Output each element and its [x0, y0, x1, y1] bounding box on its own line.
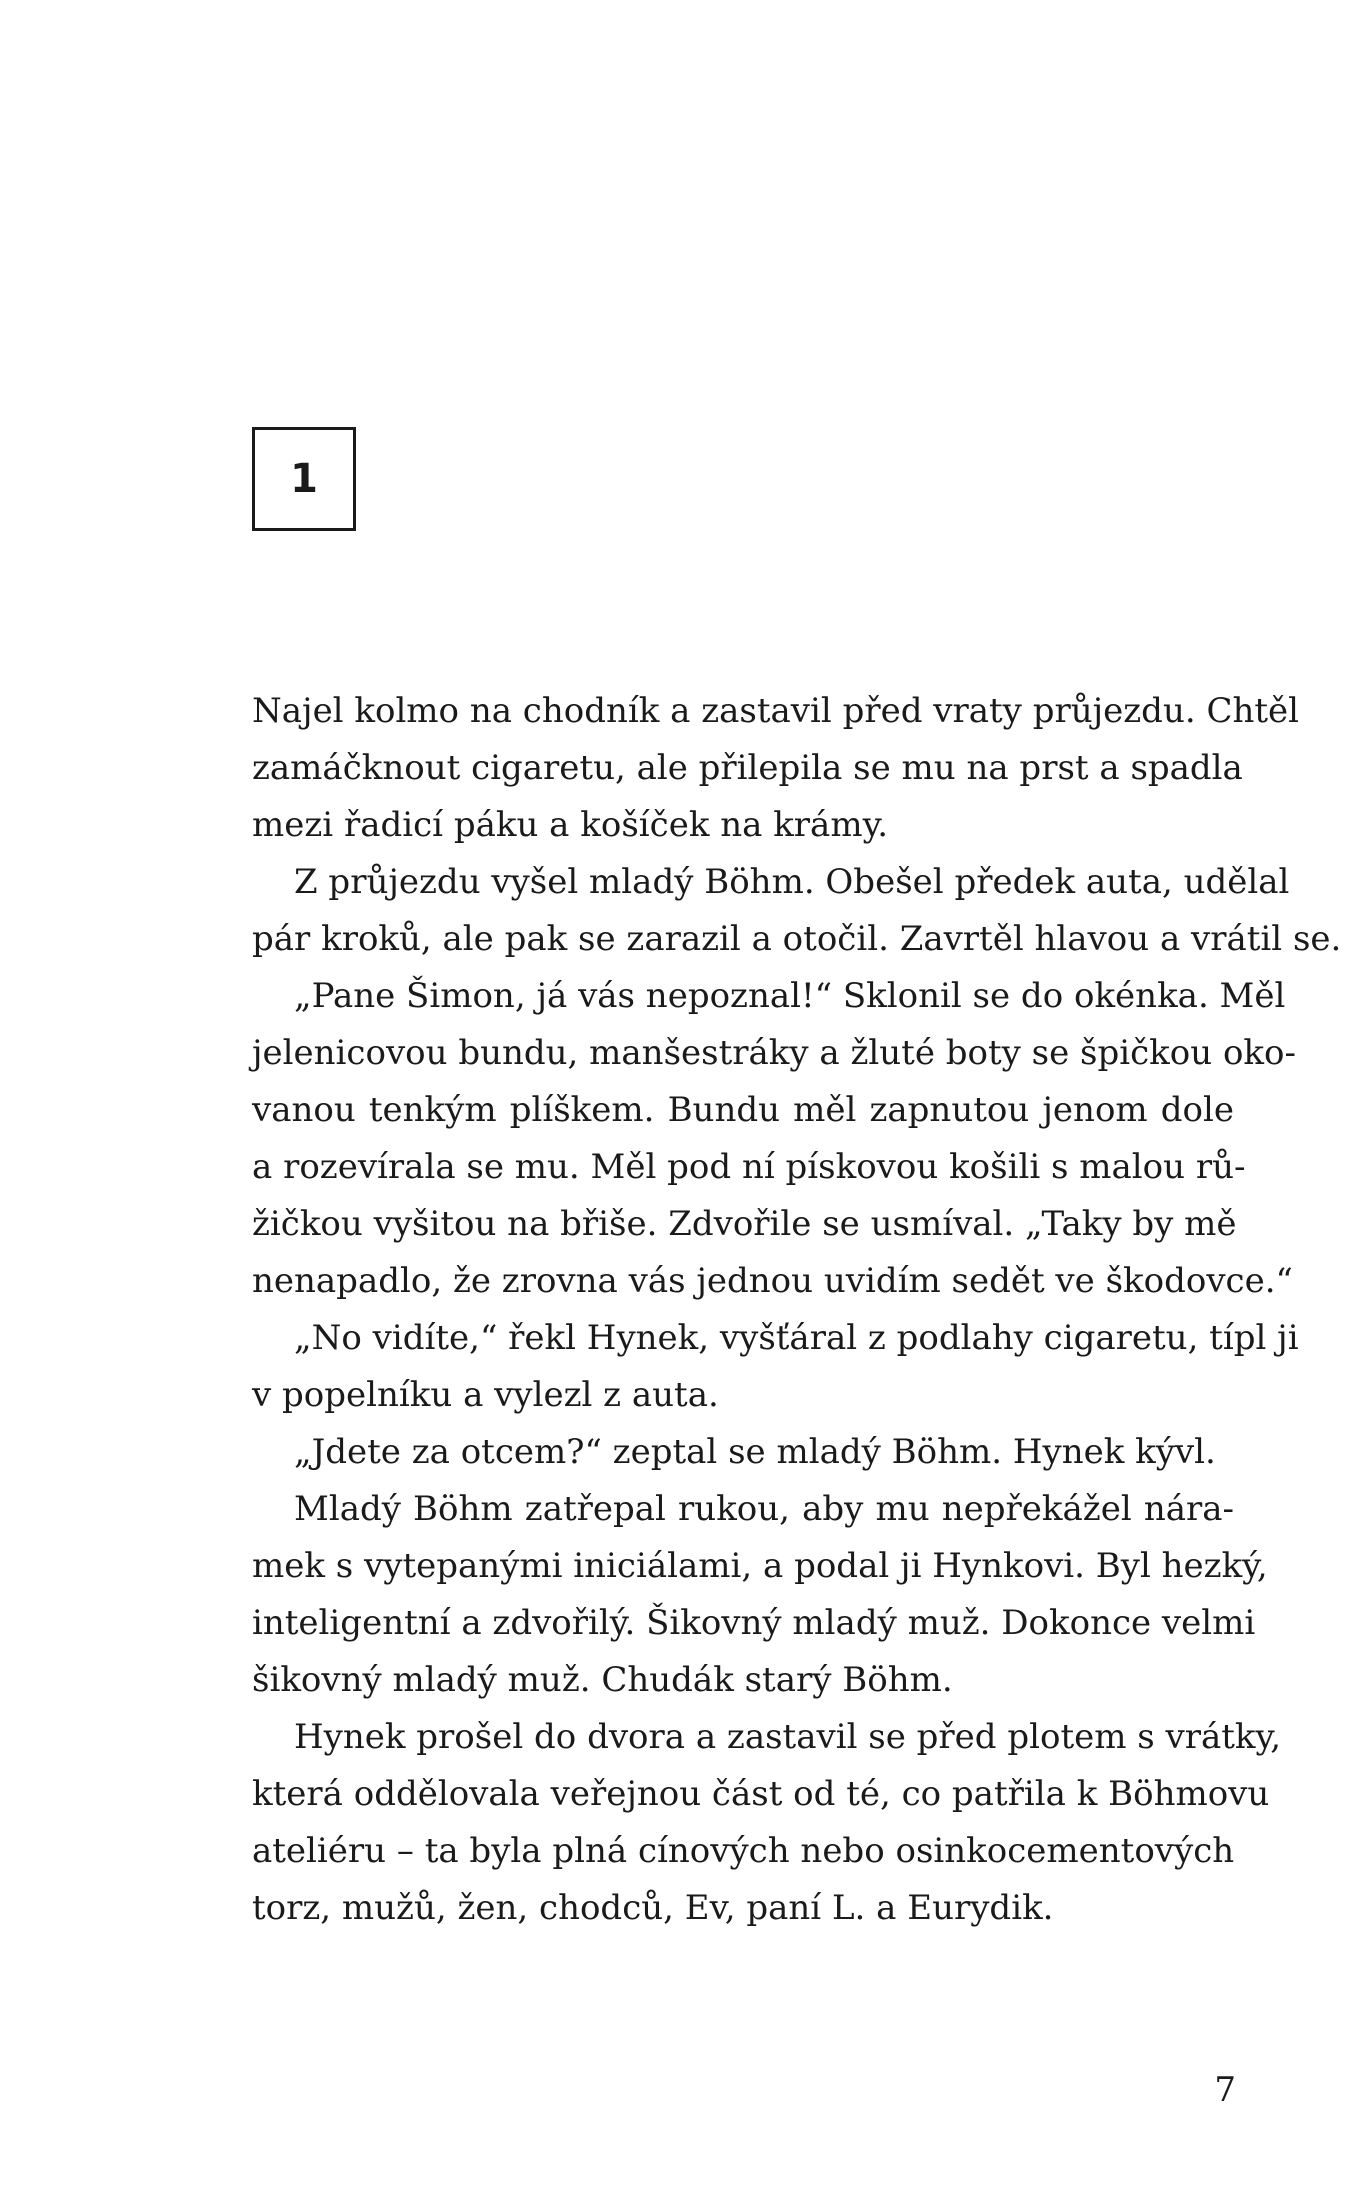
- text-line: Hynek prošel do dvora a zastavil se před plotem s vrátky,: [294, 1717, 1282, 1757]
- text-line: mezi řadicí páku a košíček na krámy.: [252, 805, 889, 845]
- text-line: inteligentní a zdvořilý. Šikovný mladý muž. Dokonce velmi: [252, 1603, 1256, 1643]
- text-line: „Jdete za otcem?“ zeptal se mladý Böhm. Hynek kývl.: [294, 1432, 1216, 1472]
- text-line: a rozevírala se mu. Měl pod ní pískovou košili s malou rů-: [252, 1147, 1246, 1187]
- text-line: torz, mužů, žen, chodců, Ev, paní L. a Eurydik.: [252, 1888, 1054, 1928]
- text-line: nenapadlo, že zrovna vás jednou uvidím sedět ve škodovce.“: [252, 1261, 1293, 1301]
- chapter-number-box: [252, 427, 356, 531]
- text-line: ateliéru – ta byla plná cínových nebo osinkocementových: [252, 1831, 1235, 1871]
- text-line: zamáčknout cigaretu, ale přilepila se mu na prst a spadla: [252, 748, 1243, 788]
- text-line: „Pane Šimon, já vás nepoznal!“ Sklonil se do okénka. Měl: [294, 976, 1286, 1016]
- body-text: [252, 683, 1342, 1937]
- text-line: jelenicovou bundu, manšestráky a žluté boty se špičkou oko-: [252, 1033, 1296, 1073]
- text-line: Mladý Böhm zatřepal rukou, aby mu nepřekážel nára-: [294, 1489, 1234, 1529]
- text-line: Z průjezdu vyšel mladý Böhm. Obešel předek auta, udělal: [294, 862, 1290, 902]
- chapter-number: 1: [290, 456, 318, 502]
- text-line: pár kroků, ale pak se zarazil a otočil. Zavrtěl hlavou a vrátil se.: [252, 919, 1342, 959]
- text-line: „No vidíte,“ řekl Hynek, vyšťáral z podlahy cigaretu, típl ji: [294, 1318, 1299, 1358]
- text-line: v popelníku a vylezl z auta.: [252, 1375, 719, 1415]
- text-line: mek s vytepanými iniciálami, a podal ji Hynkovi. Byl hezký,: [252, 1546, 1268, 1586]
- page-number: 7: [1214, 2070, 1236, 2110]
- text-line: šikovný mladý muž. Chudák starý Böhm.: [252, 1660, 953, 1700]
- text-line: žičkou vyšitou na břiše. Zdvořile se usmíval. „Taky by mě: [252, 1204, 1237, 1244]
- text-line: Najel kolmo na chodník a zastavil před vraty průjezdu. Chtěl: [252, 691, 1300, 731]
- text-line: která oddělovala veřejnou část od té, co patřila k Böhmovu: [252, 1774, 1270, 1814]
- text-line: vanou tenkým plíškem. Bundu měl zapnutou jenom dole: [252, 1090, 1234, 1130]
